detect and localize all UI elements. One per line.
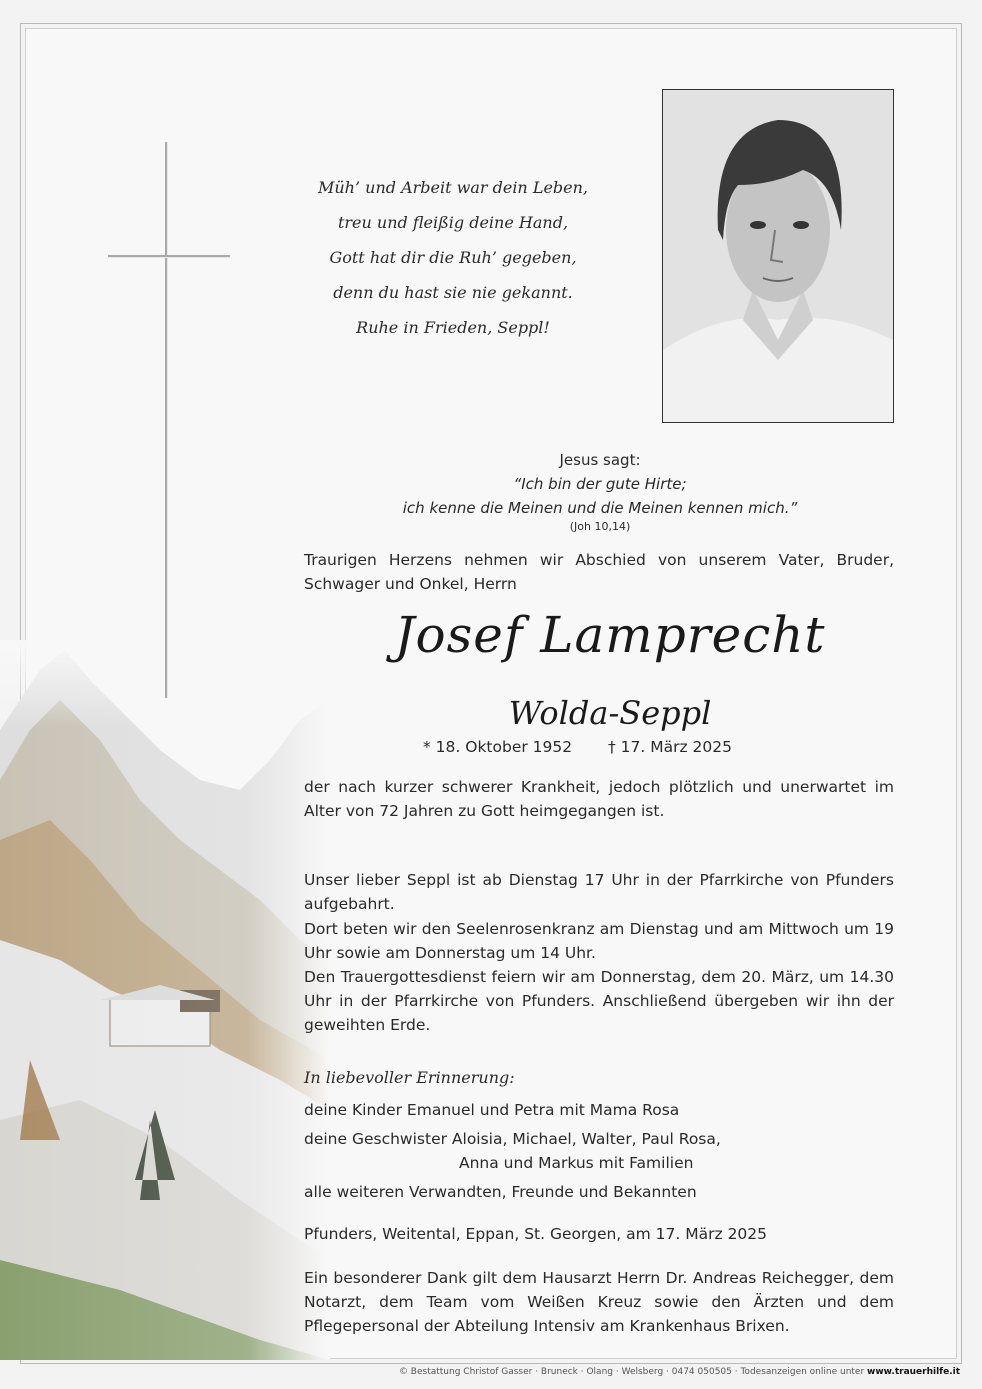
- memory-line: deine Geschwister Aloisia, Michael, Walter, Paul Rosa,: [304, 1130, 721, 1148]
- place-date: Pfunders, Weitental, Eppan, St. Georgen, am 17. März 2025: [304, 1225, 768, 1243]
- death-paragraph: der nach kurzer schwerer Krankheit, jedoch plötzlich und unerwartet im Alter von 72 Jahren zu Gott heimgegangen ist.: [304, 778, 894, 820]
- portrait-photo: [662, 89, 894, 423]
- intro-text: Traurigen Herzens nehmen wir Abschied von unserem Vater, Bruder, Schwager und Onkel, Herrn: [304, 551, 894, 593]
- poem-line: treu und fleißig deine Hand,: [337, 213, 569, 232]
- rosary-paragraph: Dort beten wir den Seelenrosenkranz am Dienstag und am Mittwoch um 19 Uhr sowie am Donnerstag um 14 Uhr.: [304, 920, 894, 962]
- poem-line: Gott hat dir die Ruh’ gegeben,: [329, 248, 577, 267]
- deceased-name: Josef Lamprecht: [394, 606, 826, 664]
- poem-line: Ruhe in Frieden, Seppl!: [356, 318, 550, 337]
- poem-line: denn du hast sie nie gekannt.: [333, 283, 573, 302]
- quote-line: ich kenne die Meinen und die Meinen kennen mich.”: [402, 499, 798, 517]
- memory-line: Anna und Markus mit Familien: [459, 1154, 694, 1172]
- poem-line: Müh’ und Arbeit war dein Leben,: [317, 178, 589, 197]
- quote-line: “Ich bin der gute Hirte;: [513, 475, 687, 493]
- poem: [290, 170, 616, 345]
- thanks-paragraph: Ein besonderer Dank gilt dem Hausarzt Herrn Dr. Andreas Reichegger, dem Notarzt, dem Team vom Weißen Kreuz sowie den Ärzten und dem Pflegepersonal der Abteilung Intensiv am Krankenhaus Brixen.: [304, 1269, 894, 1335]
- quote-intro: Jesus sagt:: [559, 451, 641, 469]
- deceased-nickname: Wolda-Seppl: [508, 694, 712, 732]
- memory-title: In liebevoller Erinnerung:: [304, 1068, 515, 1087]
- quote-reference: (Joh 10,14): [569, 520, 631, 533]
- bible-quote: [330, 448, 870, 534]
- footer-site-link[interactable]: www.trauerhilfe.it: [867, 1367, 960, 1377]
- footer-text: © Bestattung Christof Gasser · Bruneck · Olang · Welsberg · 0474 050505 · Todesanzeigen online unter: [398, 1367, 865, 1377]
- cross-icon: [108, 142, 230, 698]
- funeral-paragraph: Den Trauergottesdienst feiern wir am Donnerstag, dem 20. März, um 14.30 Uhr in der Pfarrkirche von Pfunders. Anschließend übergeben wir ihn der geweihten Erde.: [304, 968, 894, 1034]
- footer: [280, 1367, 960, 1377]
- mountain-landscape: [0, 640, 330, 1360]
- memory-line: deine Kinder Emanuel und Petra mit Mama Rosa: [304, 1101, 680, 1119]
- birth-date: * 18. Oktober 1952: [423, 738, 573, 756]
- laid-out-paragraph: Unser lieber Seppl ist ab Dienstag 17 Uhr in der Pfarrkirche von Pfunders aufgebahrt.: [304, 871, 894, 913]
- death-date: † 17. März 2025: [608, 738, 733, 756]
- memory-line: alle weiteren Verwandten, Freunde und Bekannten: [304, 1183, 697, 1201]
